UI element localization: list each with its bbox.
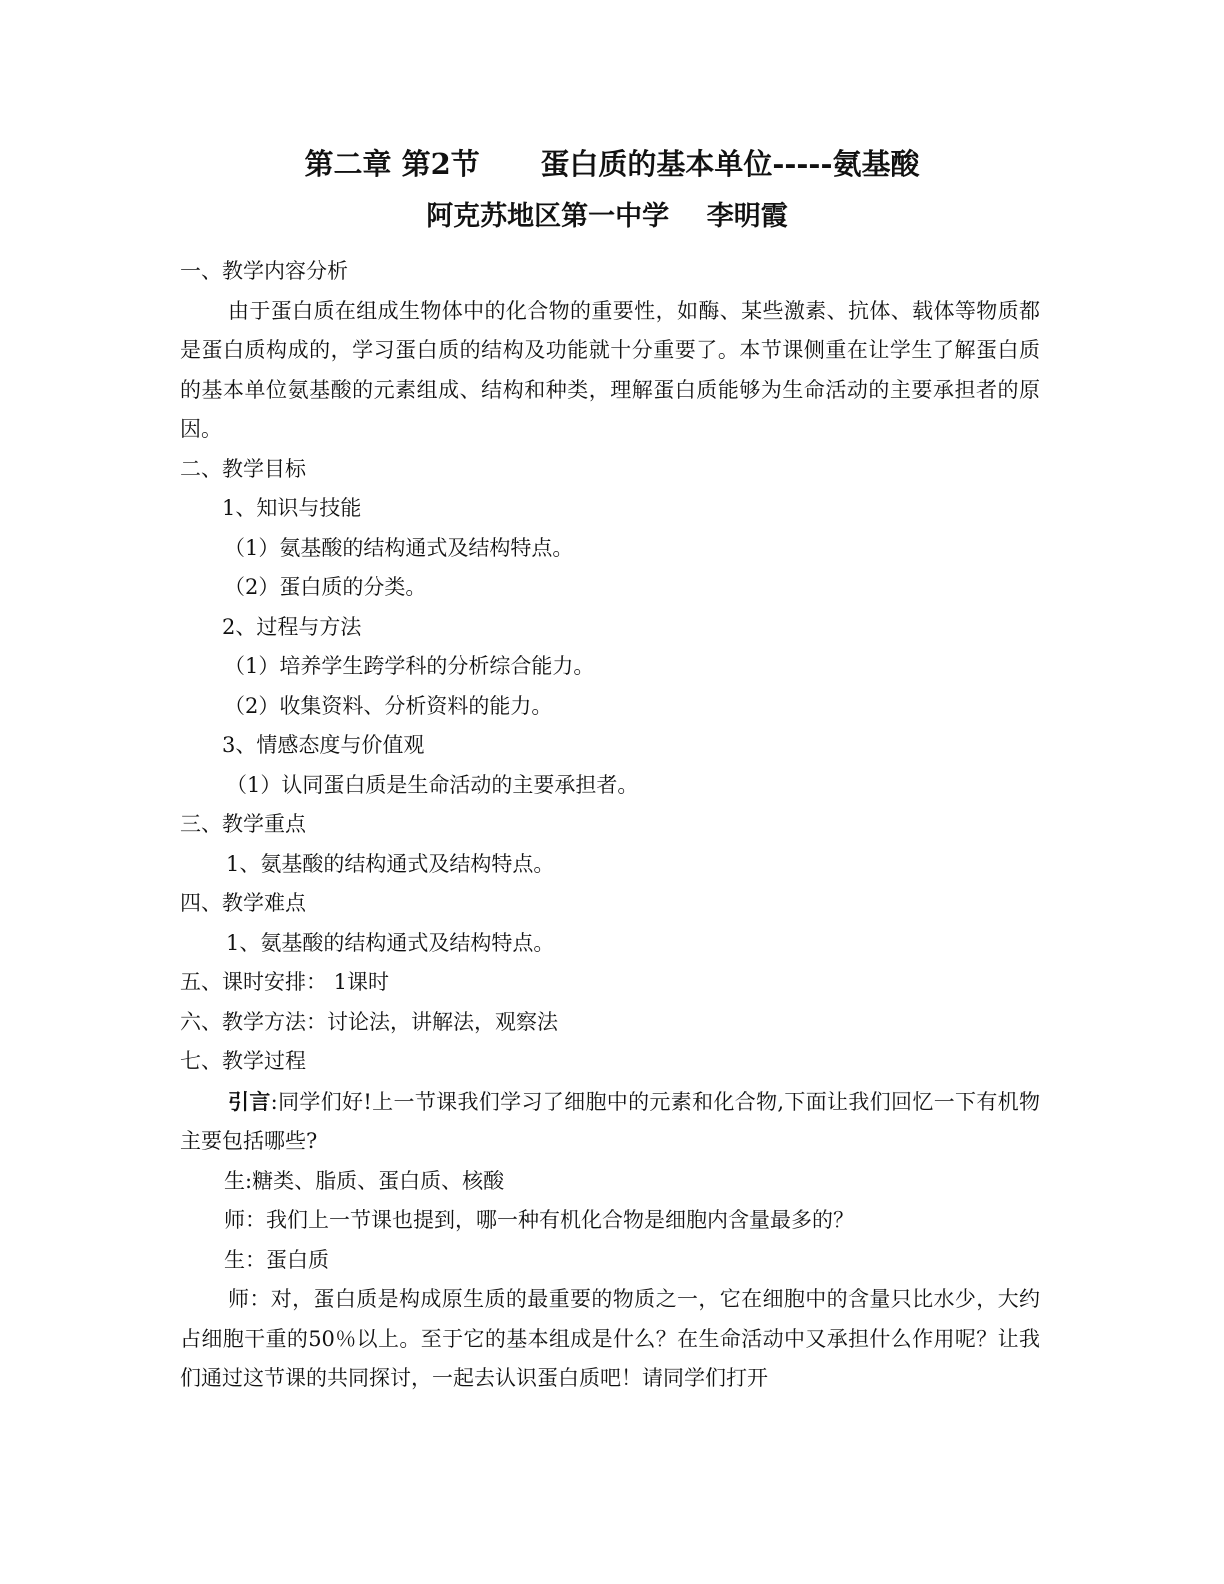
difficulty-item: 1、氨基酸的结构通式及结构特点。 bbox=[226, 930, 555, 955]
objective-item: （2）收集资料、分析资料的能力。 bbox=[224, 693, 553, 718]
key-point-item: 1、氨基酸的结构通式及结构特点。 bbox=[226, 851, 555, 876]
dialog-line: 生：蛋白质 bbox=[224, 1247, 329, 1272]
section-heading-objectives: 二、教学目标 bbox=[180, 456, 306, 481]
objective-item: （1）氨基酸的结构通式及结构特点。 bbox=[224, 535, 574, 560]
section-teaching-methods: 六、教学方法：讨论法，讲解法，观察法 bbox=[180, 1009, 558, 1034]
objective-knowledge-skills: 1、知识与技能 bbox=[222, 496, 362, 520]
dialog-paragraph: 师：对，蛋白质是构成原生质的最重要的物质之一，它在细胞中的含量只比水少，大约占细胞干重的50％以上。至于它的基本组成是什么？在生命活动中又承担什么作用呢？让我们通过这节课的共同探讨，一起去认识蛋白质吧！请同学们打开 bbox=[180, 1287, 1040, 1390]
intro-text: :同学们好!上一节课我们学习了细胞中的元素和化合物,下面让我们回忆一下有机物主要包括哪些? bbox=[180, 1089, 1041, 1153]
objective-attitudes-values: 3、情感态度与价值观 bbox=[222, 733, 425, 757]
dialog-line: 师：我们上一节课也提到，哪一种有机化合物是细胞内含量最多的？ bbox=[224, 1208, 854, 1232]
content-analysis-paragraph: 由于蛋白质在组成生物体中的化合物的重要性，如酶、某些激素、抗体、载体等物质都是蛋白质构成的，学习蛋白质的结构及功能就十分重要了。本节课侧重在让学生了解蛋白质的基本单位氨基酸的元素组成、结构和种类，理解蛋白质能够为生命活动的主要承担者的原因。 bbox=[180, 298, 1040, 441]
objective-item: （2）蛋白质的分类。 bbox=[224, 575, 427, 599]
objective-item: （1）认同蛋白质是生命活动的主要承担者。 bbox=[226, 772, 639, 797]
document-body bbox=[180, 252, 1040, 1399]
document-subtitle: 阿克苏地区第一中学 李明霞 bbox=[426, 201, 788, 232]
objective-item: （1）培养学生跨学科的分析综合能力。 bbox=[224, 654, 595, 678]
section-heading-key-points: 三、教学重点 bbox=[180, 812, 306, 836]
intro-paragraph bbox=[180, 1082, 1040, 1162]
intro-label: 引言 bbox=[228, 1088, 271, 1114]
section-heading-content-analysis: 一、教学内容分析 bbox=[180, 259, 348, 283]
dialog-line: 生:糖类、脂质、蛋白质、核酸 bbox=[224, 1168, 505, 1193]
section-class-hours: 五、课时安排： 1课时 bbox=[180, 970, 390, 994]
document-title: 第二章 第2节 蛋白质的基本单位-----氨基酸 bbox=[304, 147, 920, 181]
objective-process-methods: 2、过程与方法 bbox=[222, 614, 362, 639]
section-heading-difficulties: 四、教学难点 bbox=[180, 891, 306, 915]
section-heading-teaching-process: 七、教学过程 bbox=[180, 1049, 306, 1073]
